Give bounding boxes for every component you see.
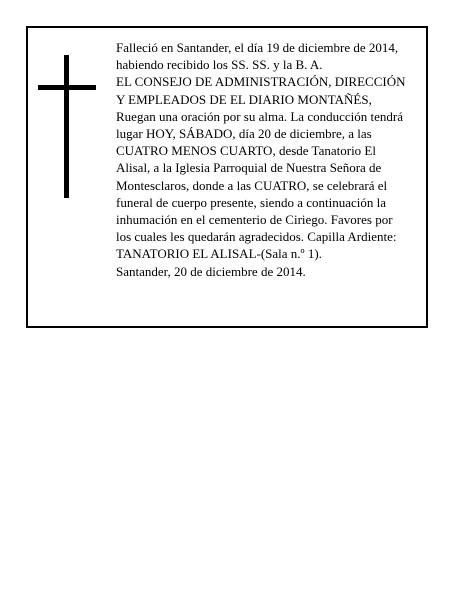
notice-line: TANATORIO EL ALISAL-(Sala n.º 1). [116,246,322,262]
notice-line: los cuales les quedarán agradecidos. Capilla Ardiente: [116,229,397,245]
notice-text [116,39,426,280]
notice-line: Alisal, a la Iglesia Parroquial de Nuestra Señora de [116,160,382,176]
notice-line: Montesclaros, donde a las CUATRO, se celebrará el [116,177,388,193]
cross-vertical-bar [64,55,69,198]
cross-horizontal-bar [38,85,96,90]
notice-line: CUATRO MENOS CUARTO, desde Tanatorio El [116,143,376,159]
notice-line: EL CONSEJO DE ADMINISTRACIÓN, DIRECCIÓN [116,74,406,90]
notice-line: Santander, 20 de diciembre de 2014. [116,263,306,279]
notice-line: Falleció en Santander, el día 19 de diciembre de 2014, [116,40,399,55]
notice-line: funeral de cuerpo presente, siendo a continuación la [116,194,386,210]
notice-line: inhumación en el cementerio de Ciriego. Favores por [116,212,393,228]
notice-line: lugar HOY, SÁBADO, día 20 de diciembre, a las [116,126,372,142]
obituary-notice [26,26,428,328]
notice-line: Y EMPLEADOS DE EL DIARIO MONTAÑÉS, [116,91,372,107]
notice-line: Ruegan una oración por su alma. La conducción tendrá [116,108,403,124]
notice-line: habiendo recibido los SS. SS. y la B. A. [116,57,323,73]
